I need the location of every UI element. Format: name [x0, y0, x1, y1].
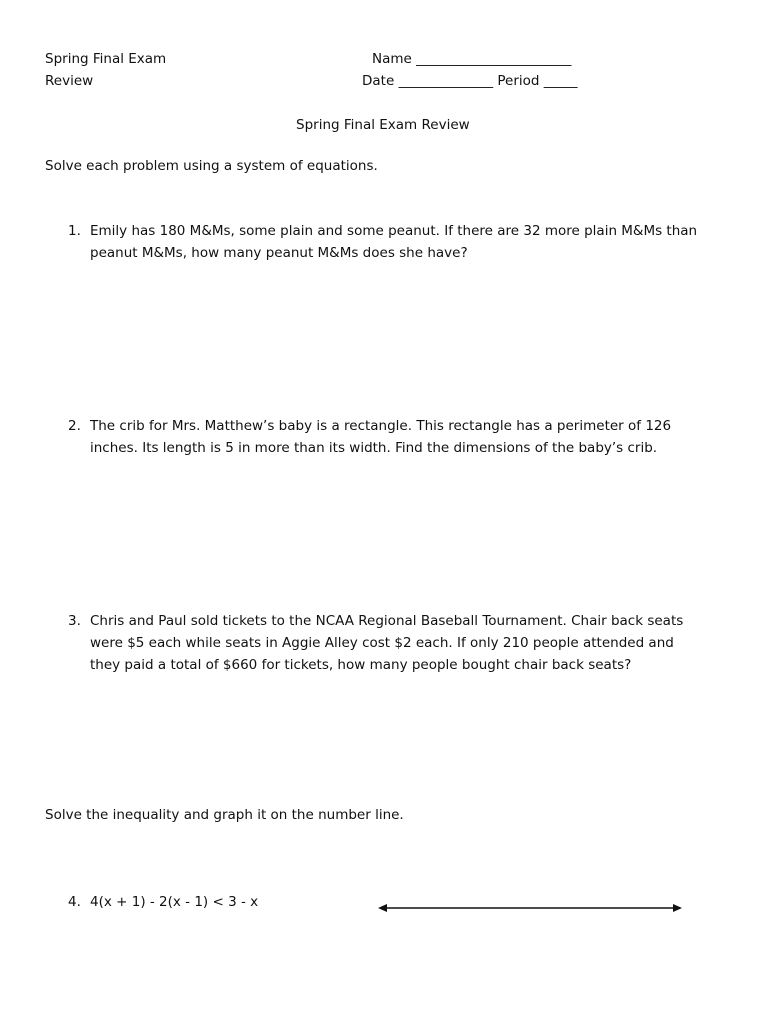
problem-1-line-2: peanut M&Ms, how many peanut M&Ms does she have?	[90, 245, 468, 261]
problem-3-line-1: Chris and Paul sold tickets to the NCAA Regional Baseball Tournament. Chair back seats	[90, 613, 684, 629]
name-field	[372, 48, 571, 70]
period-blank: _____	[543, 73, 578, 89]
left-arrow-icon	[378, 904, 387, 912]
number-line	[378, 898, 682, 918]
problem-2-line-2: inches. Its length is 5 in more than its width. Find the dimensions of the baby’s crib.	[90, 440, 658, 456]
problem-3-line-2: were $5 each while seats in Aggie Alley cost $2 each. If only 210 people attended and	[90, 635, 674, 651]
problem-number: 1.	[68, 223, 81, 239]
header-course-line2: Review	[45, 73, 94, 89]
problem-2-line-1: The crib for Mrs. Matthew’s baby is a rectangle. This rectangle has a perimeter of 126	[90, 418, 672, 434]
section-instruction-systems: Solve each problem using a system of equations.	[45, 158, 378, 174]
name-blank: _______________________	[416, 51, 572, 67]
name-label: Name	[372, 51, 412, 67]
problem-number: 3.	[68, 613, 81, 629]
problem-number: 4.	[68, 894, 81, 910]
section-instruction-inequality: Solve the inequality and graph it on the number line.	[45, 807, 404, 823]
header-course-line1: Spring Final Exam	[45, 51, 167, 67]
problem-1-line-1: Emily has 180 M&Ms, some plain and some peanut. If there are 32 more plain M&Ms than	[90, 223, 698, 239]
problem-3-line-3: they paid a total of $660 for tickets, how many people bought chair back seats?	[90, 657, 632, 673]
right-arrow-icon	[673, 904, 682, 912]
date-label: Date	[362, 73, 395, 89]
date-blank: ______________	[398, 73, 494, 89]
problem-4-expression: 4(x + 1) - 2(x - 1) < 3 - x	[90, 894, 259, 910]
page-title: Spring Final Exam Review	[296, 117, 470, 133]
date-period-field	[362, 70, 578, 92]
period-label: Period	[497, 73, 540, 89]
problem-number: 2.	[68, 418, 81, 434]
